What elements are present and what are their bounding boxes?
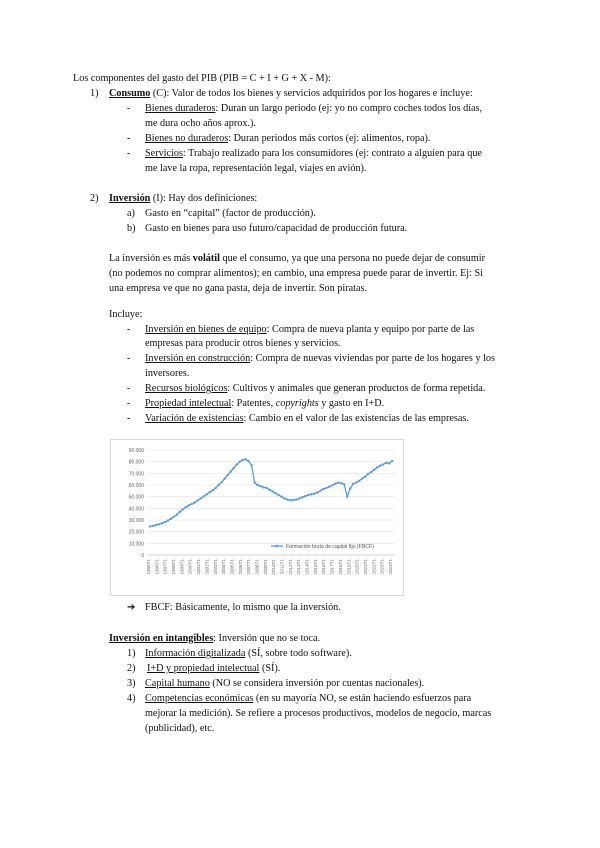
intangible-item-informacion	[145, 646, 352, 661]
data-point	[218, 484, 220, 486]
x-tick-label: 2004T1	[221, 559, 227, 575]
x-tick-label: 1996T1	[154, 559, 160, 575]
para-text: La inversión es más	[109, 253, 193, 264]
inversion-number: 2)	[90, 193, 99, 204]
item-number: 3)	[127, 678, 136, 689]
term: Recursos biológicos	[145, 383, 228, 394]
consumo-heading	[109, 86, 473, 101]
data-point	[286, 498, 288, 500]
item-text: (SÍ).	[259, 663, 281, 674]
data-point	[328, 486, 330, 488]
x-tick-label: 2006T1	[237, 559, 243, 575]
data-point	[167, 519, 169, 521]
data-point	[194, 501, 196, 503]
term: Bienes duraderos	[145, 103, 216, 114]
data-point	[250, 464, 252, 466]
y-tick-label: 0	[141, 553, 144, 559]
term: Inversión en construcción	[145, 353, 251, 364]
consumo-item-duraderos	[145, 101, 482, 116]
intangible-item-id	[147, 661, 280, 676]
def-text: Gasto en bienes para uso futuro/capacidad de producción futura.	[145, 223, 408, 234]
data-point	[265, 487, 267, 489]
volatility-para-l2: (no podemos no comprar alimentos); en cambio, una empresa puede parar de invertir. Ej: Si	[109, 268, 483, 279]
item-text: (en su mayoría NO, se están haciendo esfuerzos para	[253, 693, 472, 704]
x-tick-label: 2012T1	[287, 559, 293, 575]
data-point	[247, 460, 249, 462]
item-text: : Cultivos y animales que generan productos de forma repetida.	[227, 383, 486, 394]
data-point	[229, 470, 231, 472]
x-tick-label: 1995T1	[146, 559, 151, 575]
data-point	[188, 504, 190, 506]
x-tick-label: 2017T1	[329, 559, 335, 575]
item-number: 4)	[127, 693, 136, 704]
data-point	[358, 480, 360, 482]
data-point	[268, 488, 270, 490]
data-point	[340, 482, 342, 484]
data-point	[355, 481, 357, 483]
consumo-title: Consumo	[109, 88, 151, 99]
data-point	[316, 491, 318, 493]
consumo-number: 1)	[90, 88, 99, 99]
data-point	[215, 487, 217, 489]
x-tick-label: 2013T1	[296, 559, 302, 575]
x-tick-label: 2002T1	[204, 559, 210, 575]
data-point	[313, 493, 315, 495]
data-point	[259, 485, 261, 487]
x-tick-label: 1998T1	[171, 559, 177, 575]
data-point	[391, 460, 393, 462]
incluye-label: Incluye:	[109, 309, 143, 320]
data-point	[322, 488, 324, 490]
data-point	[325, 487, 327, 489]
term: Servicios	[145, 148, 183, 159]
data-point	[238, 461, 240, 463]
y-tick-label: 90.000	[128, 448, 144, 454]
intangible-item-competencias-cont2: (publicidad), etc.	[145, 723, 215, 734]
bullet-dash: -	[127, 413, 131, 424]
data-point	[274, 492, 276, 494]
data-point	[161, 522, 163, 524]
def-letter: b)	[127, 223, 136, 234]
data-point	[367, 473, 369, 475]
x-tick-label: 2001T1	[196, 559, 202, 575]
data-point	[164, 521, 166, 523]
item-text: (NO se considera inversión por cuentas nacionales).	[209, 678, 425, 689]
inv-item-bienes-equipo-cont: empresas para producir otros bienes y servicios.	[145, 338, 341, 349]
y-tick-label: 70.000	[128, 471, 144, 478]
x-tick-label: 2000T1	[187, 559, 193, 575]
intangible-item-competencias-cont1: mejorar la medición). Se refiere a procesos productivos, modelos de negocio, marcas	[145, 708, 492, 719]
data-point	[170, 518, 172, 520]
data-point	[346, 495, 348, 497]
x-tick-label: 2003T1	[212, 559, 218, 575]
item-text: : Compra de nuevas viviendas por parte de los hogares y los	[250, 353, 495, 364]
data-point	[343, 483, 345, 485]
bullet-dash: -	[127, 353, 131, 364]
def-letter: a)	[127, 208, 135, 219]
inv-item-propiedad-intelectual	[145, 396, 384, 411]
x-tick-label: 2007T1	[246, 559, 252, 575]
series-line	[150, 459, 392, 526]
inv-item-variacion-existencias	[145, 411, 469, 426]
x-tick-label: 2019T1	[346, 559, 352, 575]
data-point	[310, 493, 312, 495]
term: Capital humano	[145, 678, 210, 689]
item-text: : Compra de nueva planta y equipo por parte de las	[266, 324, 475, 335]
x-tick-label: 2020T1	[354, 559, 360, 575]
consumo-item-duraderos-cont: me dura ocho años aprox.).	[145, 118, 256, 129]
fbcf-chart-svg	[111, 440, 403, 595]
consumo-item-servicios	[145, 146, 482, 161]
data-point	[304, 495, 306, 497]
consumo-desc: (C): Valor de todos los bienes y servicios adquiridos por los hogares e incluye:	[150, 88, 473, 99]
x-tick-label: 2021T1	[362, 559, 368, 575]
intangibles-title: Inversión en intangibles	[109, 633, 214, 644]
data-point	[226, 474, 228, 476]
x-tick-label: 2016T1	[321, 559, 327, 575]
data-point	[319, 490, 321, 492]
bullet-dash: -	[127, 324, 131, 335]
bullet-dash: -	[127, 383, 131, 394]
y-tick-label: 80.000	[128, 459, 144, 466]
data-point	[379, 465, 381, 467]
item-number: 1)	[127, 648, 136, 659]
term: Información digitalizada	[145, 648, 246, 659]
data-point	[241, 459, 243, 461]
inv-item-bienes-equipo	[145, 322, 474, 337]
para-bold: volátil	[192, 253, 220, 264]
data-point	[331, 484, 333, 486]
item-text: : Cambio en el valor de las existencias de las empresas.	[243, 413, 469, 424]
data-point	[182, 508, 184, 510]
data-point	[232, 467, 234, 469]
intangibles-desc: : Inversión que no se toca.	[213, 633, 321, 644]
volatility-para-l1	[109, 251, 485, 266]
volatility-para-l3: una empresa ve que no gana pasta, deja de invertir. Son piratas.	[109, 283, 367, 294]
data-point	[155, 524, 157, 526]
data-point	[271, 490, 273, 492]
data-point	[364, 476, 366, 478]
para-text: que el consumo, ya que una persona no puede dejar de consumir	[219, 253, 485, 264]
data-point	[385, 462, 387, 464]
consumo-item-no-duraderos	[145, 131, 430, 146]
inv-item-recursos-biologicos	[145, 381, 485, 396]
y-tick-label: 20.000	[128, 529, 144, 536]
data-point	[370, 471, 372, 473]
intro-text: Los componentes del gasto del PIB (PIB = C + I + G + X - M):	[73, 73, 331, 84]
data-point	[209, 491, 211, 493]
term: Inversión en bienes de equipo	[145, 324, 267, 335]
x-tick-label: 2008T1	[254, 559, 260, 575]
data-point	[185, 506, 187, 508]
bullet-dash: -	[127, 133, 131, 144]
intangibles-heading	[109, 631, 320, 646]
item-text: : Duran un largo periodo (ej: yo no compro coches todos los días,	[215, 103, 483, 114]
x-tick-label: 2005T1	[229, 559, 235, 575]
data-point	[295, 498, 297, 500]
legend-label: Formación bruta de capital fijo (FBCF)	[286, 544, 374, 550]
intangible-item-competencias	[145, 691, 471, 706]
legend-marker	[276, 545, 279, 548]
x-tick-label: 1999T1	[179, 559, 185, 575]
data-point	[337, 481, 339, 483]
y-tick-label: 60.000	[128, 483, 144, 489]
data-point	[152, 525, 154, 527]
x-tick-label: 2023T1	[379, 559, 385, 575]
item-text: : Duran periodos más cortos (ej: alimentos, ropa).	[228, 133, 431, 144]
y-tick-label: 10.000	[128, 541, 144, 548]
data-point	[158, 523, 160, 525]
data-point	[376, 466, 378, 468]
data-point	[382, 463, 384, 465]
item-number: 2)	[127, 663, 136, 674]
data-point	[334, 483, 336, 485]
data-point	[149, 525, 151, 527]
intangible-item-capital-humano	[145, 676, 424, 691]
data-point	[197, 499, 199, 501]
data-point	[203, 495, 205, 497]
data-point	[262, 486, 264, 488]
data-point	[253, 481, 255, 483]
item-text: y gasto en I+D.	[318, 398, 385, 409]
data-point	[221, 481, 223, 483]
item-text: : Patentes,	[231, 398, 276, 409]
bullet-dash: -	[127, 398, 131, 409]
y-tick-label: 30.000	[128, 518, 144, 524]
y-tick-label: 40.000	[128, 506, 144, 513]
inversion-heading	[109, 191, 257, 206]
x-tick-label: 2022T1	[371, 559, 377, 575]
bullet-dash: -	[127, 148, 131, 159]
data-point	[283, 497, 285, 499]
term: Competencias económicas	[145, 693, 254, 704]
inversion-title: Inversión	[109, 193, 151, 204]
x-tick-label: 2014T1	[304, 559, 310, 575]
term: Bienes no duraderos	[145, 133, 229, 144]
inv-item-construccion	[145, 351, 495, 366]
data-point	[301, 496, 303, 498]
inversion-desc: (I): Hay dos definiciones:	[150, 193, 258, 204]
item-text: : Trabajo realizado para los consumidores (ej: contrato a alguien para que	[182, 148, 482, 159]
x-tick-label: 2018T1	[337, 559, 343, 575]
data-point	[223, 477, 225, 479]
data-point	[200, 497, 202, 499]
data-point	[289, 499, 291, 501]
data-point	[373, 469, 375, 471]
data-point	[292, 499, 294, 501]
fbcf-chart	[110, 439, 404, 596]
def-text: Gasto en “capital” (factor de producción).	[145, 208, 316, 219]
x-tick-label: 2015T1	[312, 559, 318, 575]
data-point	[212, 489, 214, 491]
data-point	[298, 497, 300, 499]
data-point	[176, 513, 178, 515]
data-point	[206, 493, 208, 495]
item-italic: copyrights	[275, 398, 319, 409]
data-point	[277, 494, 279, 496]
data-point	[173, 516, 175, 518]
data-point	[361, 477, 363, 479]
data-point	[244, 458, 246, 460]
data-point	[388, 462, 390, 464]
data-point	[352, 483, 354, 485]
term: Propiedad intelectual	[145, 398, 232, 409]
x-tick-label: 1997T1	[162, 559, 168, 575]
consumo-item-servicios-cont: me lave la ropa, representación legal, viajes en avión).	[145, 163, 367, 174]
data-point	[307, 494, 309, 496]
data-point	[349, 487, 351, 489]
data-point	[280, 495, 282, 497]
term: Variación de existencias	[145, 413, 244, 424]
term: I+D y propiedad intelectual	[147, 663, 260, 674]
arrow-icon: ➔	[127, 602, 136, 613]
item-text: (SÍ, sobre todo software).	[245, 648, 352, 659]
x-tick-label: 2010T1	[271, 559, 277, 575]
x-tick-label: 2011T1	[279, 559, 285, 575]
x-tick-label: 2024T1	[388, 559, 393, 575]
x-tick-label: 2009T1	[262, 559, 268, 575]
bullet-dash: -	[127, 103, 131, 114]
fbcf-note: FBCF: Básicamente, lo mismo que la inversión.	[145, 602, 341, 613]
data-point	[235, 463, 237, 465]
inv-item-construccion-cont: inversores.	[145, 368, 190, 379]
y-tick-label: 50.000	[128, 494, 144, 501]
data-point	[256, 484, 258, 486]
data-point	[191, 503, 193, 505]
data-point	[179, 511, 181, 513]
